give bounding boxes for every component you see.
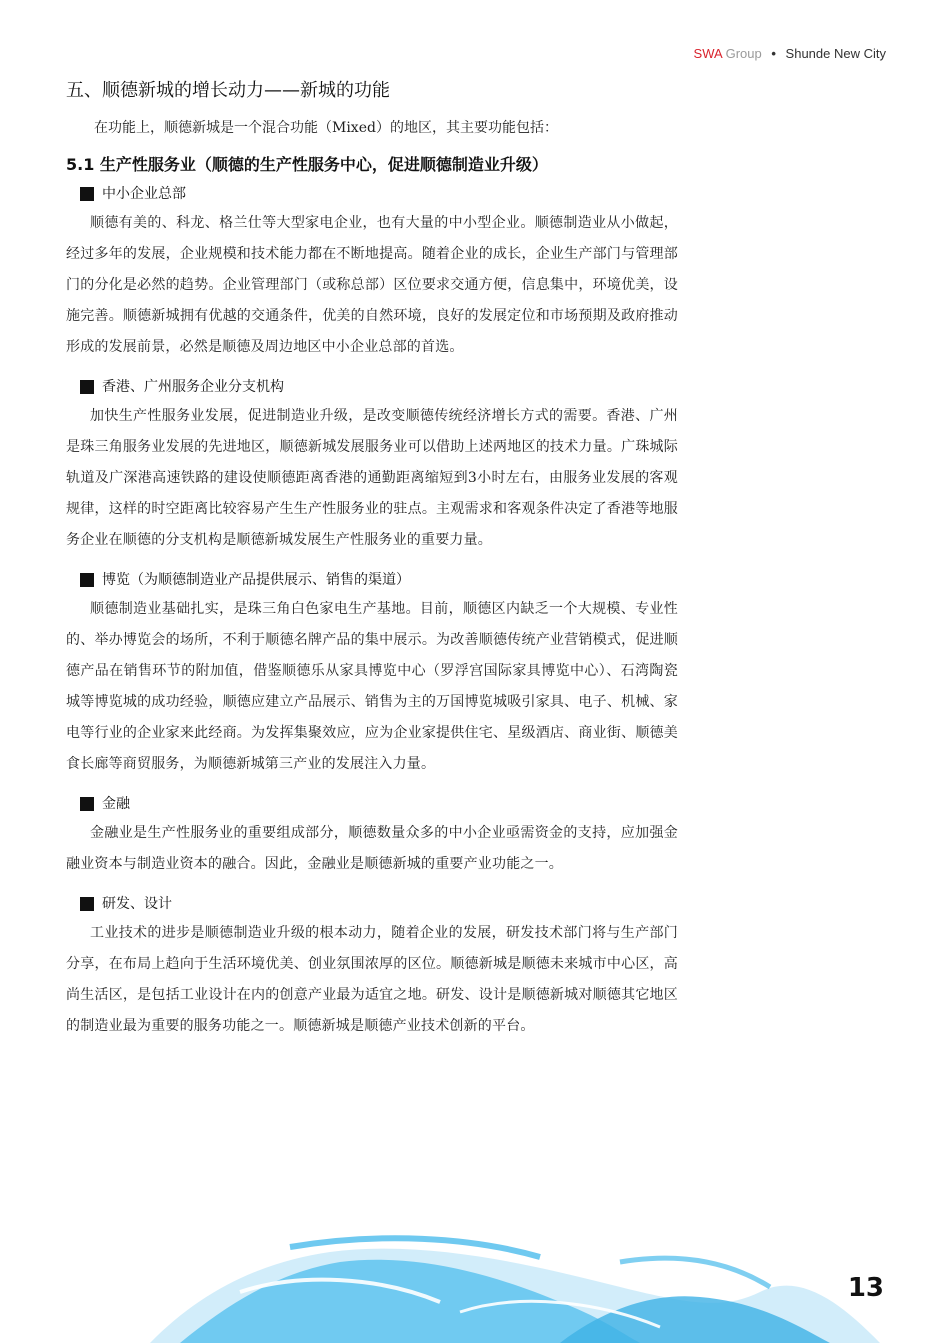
brand-sub: Group [725, 46, 762, 61]
subsection-title: 香港、广州服务企业分支机构 [102, 379, 284, 395]
chapter-title: 五、顺德新城的增长动力——新城的功能 [66, 80, 390, 101]
subsection-heading [80, 894, 678, 914]
subsection-expo [66, 570, 678, 780]
subsection-heading [80, 184, 678, 204]
subsection-text: 工业技术的进步是顺德制造业升级的根本动力，随着企业的发展，研发技术部门将与生产部门分享，在布局上趋向于生活环境优美、创业氛围浓厚的区位。顺德新城是顺德未来城市中心区，高尚生活区，是包括工业设计在内的创意产业最为适宜之地。研发、设计是顺德新城对顺德其它地区的制造业最为重要的服务功能之一。顺德新城是顺德产业技术创新的平台。 [66, 925, 678, 1034]
decorative-wave-graphic [0, 1232, 950, 1343]
page-number: 13 [847, 1273, 884, 1303]
subsection-title: 金融 [102, 796, 130, 812]
bullet-square-icon [80, 797, 94, 811]
brand-name: SWA [693, 46, 722, 61]
document-body [66, 78, 678, 1042]
bullet-square-icon [80, 187, 94, 201]
subsection-finance [66, 794, 678, 880]
page-header [694, 46, 886, 61]
header-separator: • [771, 46, 776, 61]
subsection-heading [80, 794, 678, 814]
subsection-text: 金融业是生产性服务业的重要组成部分，顺德数量众多的中小企业亟需资金的支持，应加强金融业资本与制造业资本的融合。因此，金融业是顺德新城的重要产业功能之一。 [66, 825, 678, 872]
subsection-text: 顺德制造业基础扎实，是珠三角白色家电生产基地。目前，顺德区内缺乏一个大规模、专业性的、举办博览会的场所，不利于顺德名牌产品的集中展示。为改善顺德传统产业营销模式，促进顺德产品在销售环节的附加值，借鉴顺德乐从家具博览中心（罗浮宫国际家具博览中心）、石湾陶瓷城等博览城的成功经验，顺德应建立产品展示、销售为主的万国博览城吸引家具、电子、机械、家电等行业的企业家来此经商。为发挥集聚效应，应为企业家提供住宅、星级酒店、商业街、顺德美食长廊等商贸服务，为顺德新城第三产业的发展注入力量。 [66, 601, 678, 772]
subsection-title: 博览（为顺德制造业产品提供展示、销售的渠道） [102, 572, 410, 588]
subsection-rnd [66, 894, 678, 1042]
intro-paragraph: 在功能上，顺德新城是一个混合功能（Mixed）的地区，其主要功能包括： [94, 120, 558, 136]
subsection-text: 加快生产性服务业发展，促进制造业升级，是改变顺德传统经济增长方式的需要。香港、广州是珠三角服务业发展的先进地区，顺德新城发展服务业可以借助上述两地区的技术力量。广珠城际轨道及广深港高速铁路的建设使顺德距离香港的通勤距离缩短到3小时左右，由服务业发展的客观规律，这样的时空距离比较容易产生生产性服务业的驻点。主观需求和客观条件决定了香港等地服务企业在顺德的分支机构是顺德新城发展生产性服务业的重要力量。 [66, 408, 678, 548]
project-name: Shunde New City [785, 46, 886, 61]
subsection-branches [66, 377, 678, 556]
subsection-heading [80, 377, 678, 397]
subsection-headquarters [66, 184, 678, 363]
bullet-square-icon [80, 380, 94, 394]
subsection-title: 中小企业总部 [102, 186, 186, 202]
bullet-square-icon [80, 897, 94, 911]
subsection-text: 顺德有美的、科龙、格兰仕等大型家电企业，也有大量的中小型企业。顺德制造业从小做起，经过多年的发展，企业规模和技术能力都在不断地提高。随着企业的成长，企业生产部门与管理部门的分化是必然的趋势。企业管理部门（或称总部）区位要求交通方便，信息集中，环境优美，设施完善。顺德新城拥有优越的交通条件，优美的自然环境，良好的发展定位和市场预期及政府推动形成的发展前景，必然是顺德及周边地区中小企业总部的首选。 [66, 215, 678, 355]
section-heading: 5.1 生产性服务业（顺德的生产性服务中心，促进顺德制造业升级） [66, 155, 548, 174]
subsection-title: 研发、设计 [102, 896, 172, 912]
subsection-heading [80, 570, 678, 590]
bullet-square-icon [80, 573, 94, 587]
